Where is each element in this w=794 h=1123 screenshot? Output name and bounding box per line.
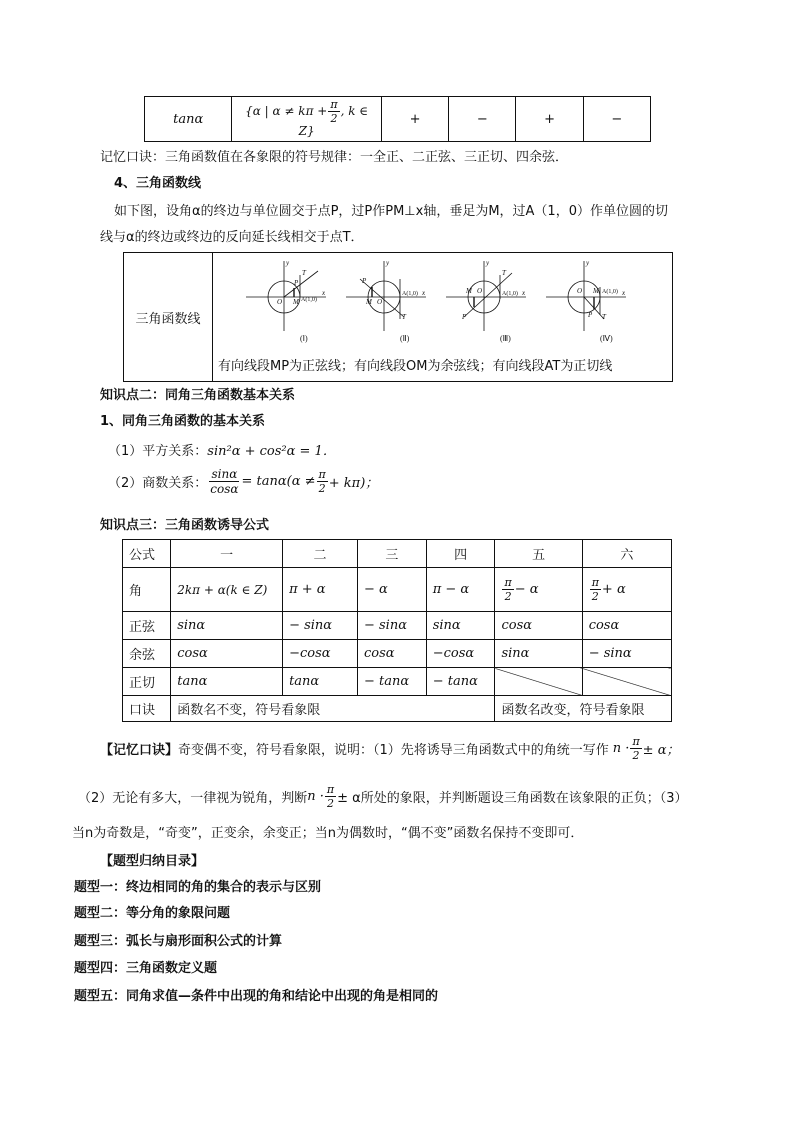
value-cell: sinα [426,612,495,640]
value-cell: −cosα [283,640,358,668]
svg-text:x: x [522,289,526,297]
row-label: 口诀 [123,696,171,722]
sign-q3: + [516,97,583,142]
svg-text:(Ⅳ): (Ⅳ) [600,334,613,343]
mnemonic-left: 函数名不变，符号看象限 [171,696,495,722]
memo-line2: （2）无论有多大，一律视为锐角，判断 n · $\frac{\pi}{2}$ ± α所处的象限，并判断题设三角函数在该象限的正负；（3） [78,783,688,810]
row-label: 角 [123,568,171,612]
memo-line3: 当n为奇数是，“奇变”，正变余，余变正；当n为偶数时，“偶不变”函数名保持不变即可． [72,826,584,841]
row-label: 正弦 [123,612,171,640]
induction-mnemonic-row [123,696,672,722]
trig-line-table [123,252,673,382]
angle-cell: $\frac{\pi}{2}$ + α [582,568,671,612]
value-cell: − sinα [357,612,426,640]
angle-cell: π − α [426,568,495,612]
empty-diagonal-cell [582,668,671,696]
value-cell: cosα [171,640,283,668]
header-cell: 三 [357,540,426,568]
svg-text:M: M [466,287,472,295]
svg-text:T: T [302,269,306,277]
header-cell: 六 [582,540,671,568]
svg-text:(Ⅲ): (Ⅲ) [500,334,511,343]
svg-text:x: x [622,289,626,297]
svg-text:T: T [602,313,606,321]
svg-text:y: y [486,259,490,267]
trig-line-caption: 有向线段MP为正弦线；有向线段OM为余弦线；有向线段AT为正切线 [218,359,613,374]
header-cell: 二 [283,540,358,568]
angle-cell: − α [357,568,426,612]
header-cell: 一 [171,540,283,568]
induction-cos-row [123,640,672,668]
catalog-item: 题型二：等分角的象限问题 [74,906,231,921]
header-cell: 公式 [123,540,171,568]
induction-tan-row [123,668,672,696]
trig-line-label: 三角函数线 [124,253,213,381]
section4-text2: 线与α的终边或终边的反向延长线相交于点T． [100,230,364,245]
svg-text:T: T [502,269,506,277]
kp2-title: 知识点二：同角三角函数基本关系 [100,388,296,403]
svg-text:A(1,0): A(1,0) [301,297,317,303]
value-cell: −cosα [426,640,495,668]
catalog-title: 【题型归纳目录】 [100,854,205,869]
value-cell: − tanα [357,668,426,696]
row-label: 余弦 [123,640,171,668]
row-label: 正切 [123,668,171,696]
svg-text:O: O [577,287,583,295]
tan-func-cell: tanα [145,97,232,142]
sign-q2: − [449,97,516,142]
section4-text1: 如下图，设角α的终边与单位圆交于点P，过P作PM⊥x轴，垂足为M，过A（1，0）作单位圆的切 [114,204,668,219]
kp2-subtitle: 1、同角三角函数的基本关系 [100,414,266,429]
svg-text:y: y [386,259,390,267]
header-cell: 五 [495,540,582,568]
kp2-item2: （2）商数关系： $\frac{\sin\alpha}{\cos\alpha}$ = tanα(α ≠ $\frac{\pi}{2}$ + kπ)； [108,467,379,496]
sign-q1: + [381,97,448,142]
value-cell: sinα [171,612,283,640]
induction-sin-row [123,612,672,640]
angle-cell: 2kπ + α(k ∈ Z) [171,568,283,612]
svg-text:(Ⅰ): (Ⅰ) [300,334,308,343]
catalog-item: 题型五：同角求值—条件中出现的角和结论中出现的角是相同的 [74,989,439,1004]
svg-text:M: M [366,298,372,306]
empty-diagonal-cell [495,668,582,696]
value-cell: − tanα [426,668,495,696]
tan-domain-cell: {α | α ≠ kπ + $\frac{\pi}{2}$ , k ∈ Z} [232,97,382,142]
value-cell: tanα [283,668,358,696]
value-cell: − sinα [582,640,671,668]
value-cell: cosα [495,612,582,640]
catalog-item: 题型三：弧长与扇形面积公式的计算 [74,934,283,949]
svg-text:P: P [462,313,467,321]
svg-text:M: M [593,287,599,295]
value-cell: cosα [582,612,671,640]
value-cell: − sinα [283,612,358,640]
svg-text:y: y [286,259,290,267]
kp3-title: 知识点三：三角函数诱导公式 [100,518,270,533]
unit-circle-figures [216,257,668,349]
svg-text:A(1,0): A(1,0) [402,291,418,297]
induction-table [122,539,672,722]
sign-table-tan-row [144,96,651,142]
mnemonic-line: 记忆口诀：三角函数值在各象限的符号规律：一全正、二正弦、三正切、四余弦． [100,150,569,165]
section4-title: 4、三角函数线 [114,176,202,191]
mnemonic-right: 函数名改变，符号看象限 [495,696,672,722]
svg-text:x: x [322,289,326,297]
svg-text:O: O [477,287,483,295]
kp2-item1: （1）平方关系：sin²α + cos²α = 1． [108,444,336,459]
value-cell: sinα [495,640,582,668]
trig-line-figures [216,257,668,349]
svg-text:O: O [377,298,383,306]
memo-line1: 【记忆口诀】 奇变偶不变，符号看象限，说明：（1）先将诱导三角函数式中的角统一写作 n · $\frac{\pi}{2}$ ± α； [100,735,680,762]
sign-q4: − [583,97,650,142]
value-cell: cosα [357,640,426,668]
induction-header-row [123,540,672,568]
svg-text:A(1,0): A(1,0) [602,289,618,295]
catalog-item: 题型一：终边相同的角的集合的表示与区别 [74,880,322,895]
svg-text:O: O [277,298,283,306]
header-cell: 四 [426,540,495,568]
svg-text:T: T [402,313,406,321]
value-cell: tanα [171,668,283,696]
svg-text:P: P [294,279,299,287]
catalog-item: 题型四：三角函数定义题 [74,961,218,976]
angle-cell: $\frac{\pi}{2}$ − α [495,568,582,612]
svg-text:M: M [293,298,299,306]
svg-text:P: P [588,311,593,319]
svg-text:P: P [362,277,367,285]
svg-text:y: y [586,259,590,267]
svg-text:A(1,0): A(1,0) [502,291,518,297]
svg-text:x: x [422,289,426,297]
induction-angle-row [123,568,672,612]
svg-text:(Ⅱ): (Ⅱ) [400,334,410,343]
angle-cell: π + α [283,568,358,612]
